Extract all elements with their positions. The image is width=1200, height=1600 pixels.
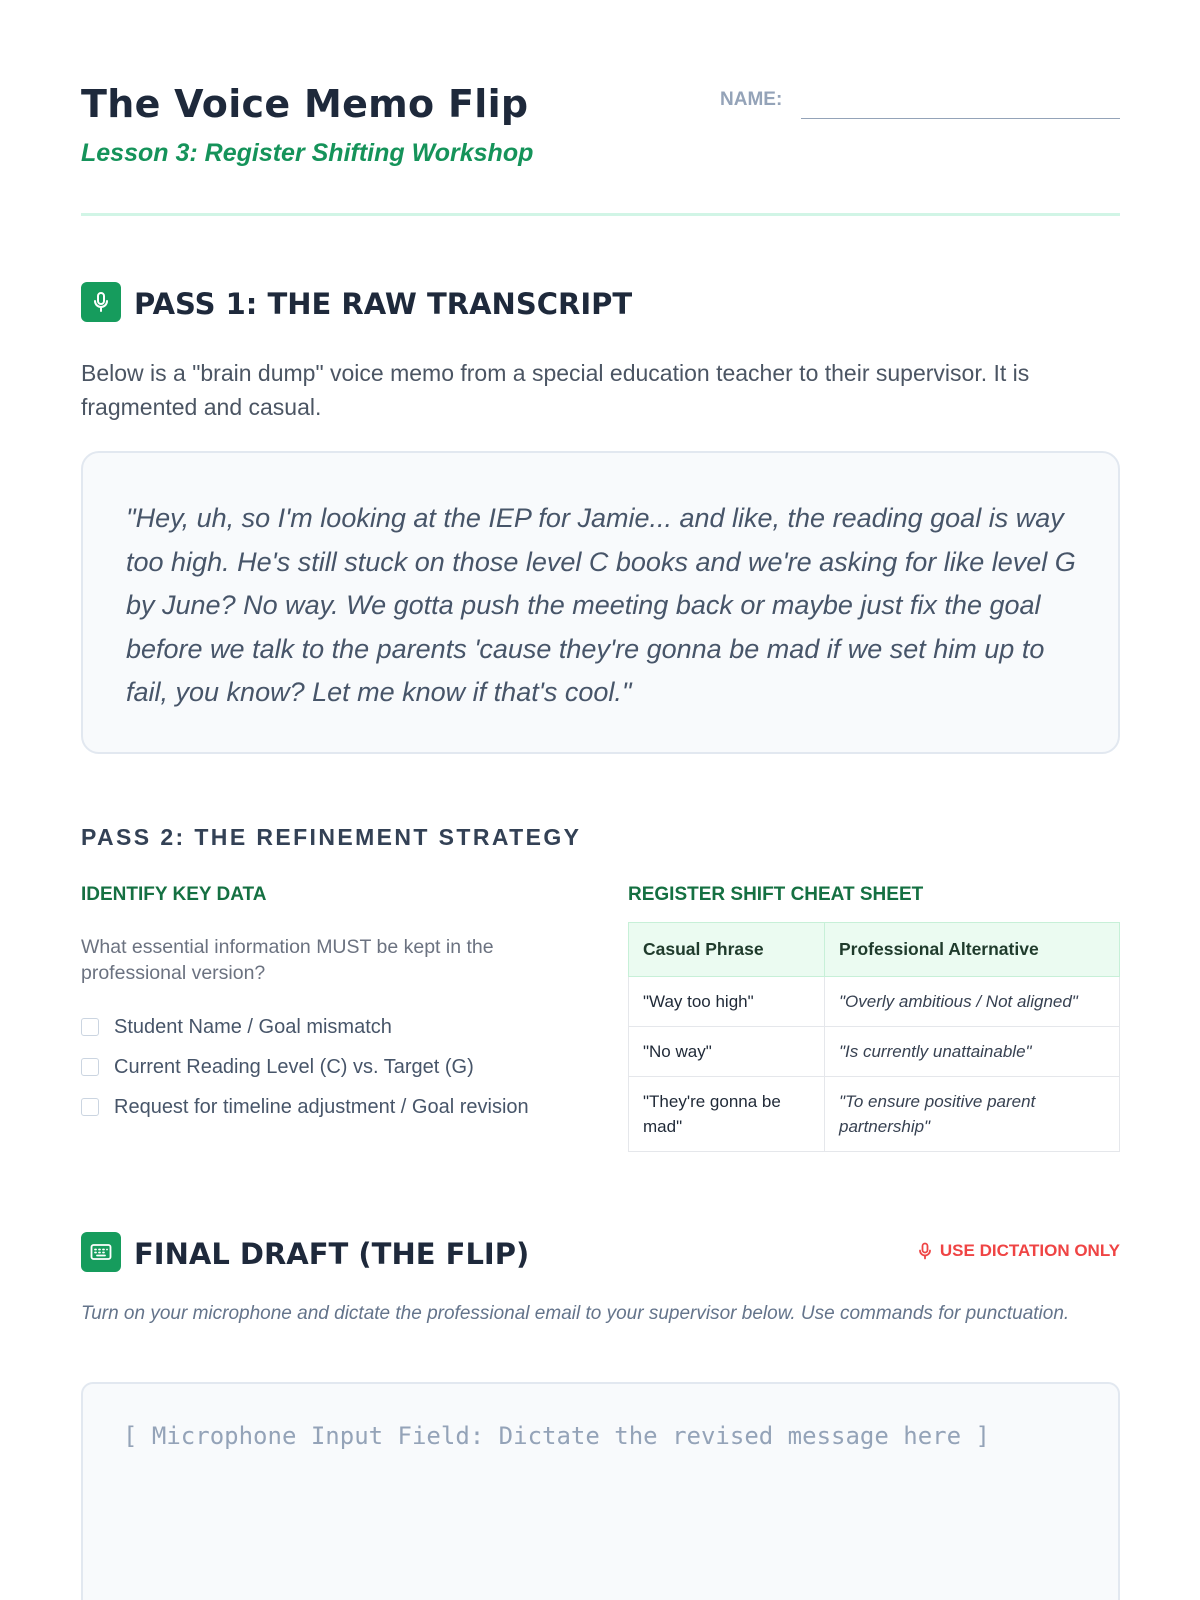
column-header: Professional Alternative (825, 923, 1120, 977)
checklist-item[interactable] (81, 1094, 529, 1134)
casual-phrase-cell: "They're gonna be mad" (629, 1077, 825, 1152)
checklist-label: Student Name / Goal mismatch (114, 1016, 392, 1038)
cheat-sheet-heading: REGISTER SHIFT CHEAT SHEET (628, 884, 924, 905)
checklist-item[interactable] (81, 1014, 529, 1054)
microphone-icon (81, 282, 121, 322)
checklist-item[interactable] (81, 1054, 529, 1094)
checklist-label: Current Reading Level (C) vs. Target (G) (114, 1056, 474, 1078)
checklist-label: Request for timeline adjustment / Goal revision (114, 1096, 529, 1118)
lesson-subtitle: Lesson 3: Register Shifting Workshop (81, 139, 534, 167)
raw-transcript-box (81, 451, 1120, 754)
professional-alternative-cell: "To ensure positive parent partnership" (825, 1077, 1120, 1152)
dictation-input-field[interactable] (81, 1382, 1120, 1600)
pass2-heading: PASS 2: THE REFINEMENT STRATEGY (81, 824, 582, 850)
final-draft-instructions: Turn on your microphone and dictate the professional email to your supervisor below. Use commands for punctuation. (81, 1303, 1070, 1324)
pass1-heading: PASS 1: THE RAW TRANSCRIPT (134, 287, 633, 321)
key-data-question: What essential information MUST be kept in the professional version? (81, 936, 494, 984)
key-data-checklist (81, 1014, 529, 1134)
checkbox[interactable] (81, 1018, 99, 1036)
header-divider (81, 213, 1120, 216)
name-field[interactable] (801, 118, 1120, 119)
raw-transcript-text: "Hey, uh, so I'm looking at the IEP for Jamie... and like, the reading goal is way too high. He's still stuck on those level C books and we're asking for like level G by June? No way. We gotta push the meeting back or maybe just fix the goal before we talk to the parents 'cause they're gonna be mad if we set him up to fail, you know? Let me know if that's cool." (126, 503, 1076, 707)
table-row (629, 1077, 1120, 1152)
microphone-icon (918, 1242, 932, 1260)
checkbox[interactable] (81, 1058, 99, 1076)
name-label: NAME: (720, 89, 783, 110)
dictation-only-badge (918, 1241, 1120, 1261)
register-shift-table (628, 922, 1120, 1152)
table-header-row (629, 923, 1120, 977)
final-draft-heading: FINAL DRAFT (THE FLIP) (134, 1237, 530, 1271)
pass1-intro: Below is a "brain dump" voice memo from a special education teacher to their supervisor. It is fragmented and casual. (81, 360, 1030, 420)
table-row (629, 1027, 1120, 1077)
page-title: The Voice Memo Flip (81, 82, 529, 126)
dictation-placeholder: [ Microphone Input Field: Dictate the revised message here ] (123, 1422, 990, 1450)
worksheet-page (81, 0, 1120, 1600)
casual-phrase-cell: "Way too high" (629, 977, 825, 1027)
professional-alternative-cell: "Overly ambitious / Not aligned" (825, 977, 1120, 1027)
keyboard-icon (81, 1232, 121, 1272)
dictation-only-label: USE DICTATION ONLY (939, 1241, 1120, 1260)
casual-phrase-cell: "No way" (629, 1027, 825, 1077)
checkbox[interactable] (81, 1098, 99, 1116)
identify-key-data-heading: IDENTIFY KEY DATA (81, 884, 267, 905)
column-header: Casual Phrase (629, 923, 825, 977)
table-row (629, 977, 1120, 1027)
professional-alternative-cell: "Is currently unattainable" (825, 1027, 1120, 1077)
